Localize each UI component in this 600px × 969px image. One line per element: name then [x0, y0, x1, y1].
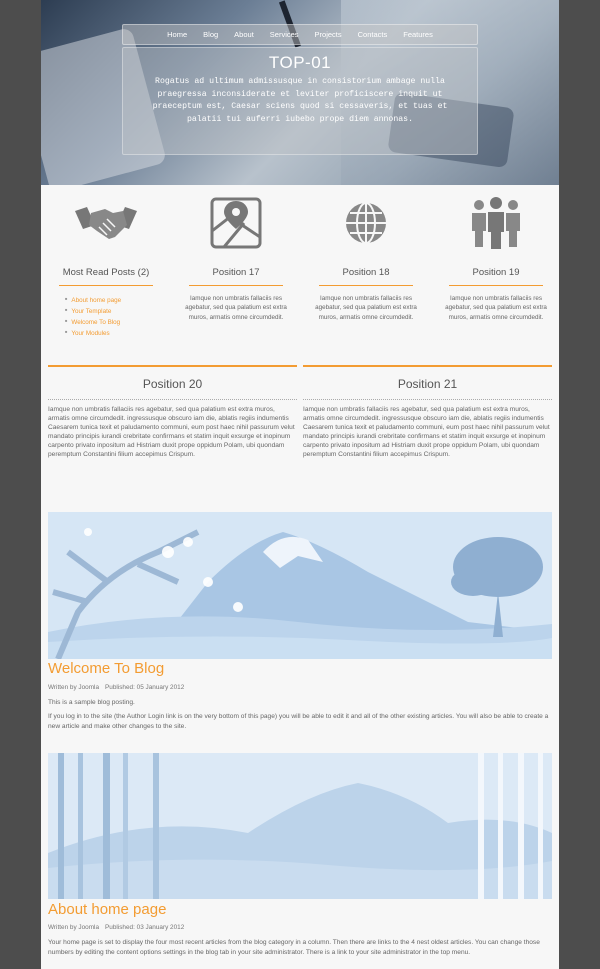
feature-text: Iamque non umbratis fallaciis res agebatur, sed qua palatium est extra muros, armatis omne circumdedit. — [315, 295, 417, 321]
hero-header — [41, 0, 559, 185]
main-nav — [122, 24, 478, 45]
post-author: Written by Joomla — [48, 684, 100, 691]
nav-home[interactable]: Home — [167, 30, 188, 39]
position-text: Iamque non umbratis fallaciis res agebatur, sed qua palatium est extra muros, armatis omne circumdedit. ingressusque obscuro iam die, ablatis regiis indumentis Caesarem tunica texit et paludamento communi, eum post haec nihil passurum velut mandato principis iurandi crebritate confirmans et statim inquit exsurge et inopinum carpento privato inpositum ad Histriam duxit prope oppidum Polam, ubi quondam peremptum Constantini filium accepimus Crispum. — [48, 406, 295, 458]
post-image-bamboo — [48, 753, 552, 899]
post-date: Published: 05 January 2012 — [105, 684, 185, 691]
list-item[interactable]: ■ Your Modules — [65, 327, 121, 338]
post-image-mountain — [48, 512, 552, 659]
position-text: Iamque non umbratis fallaciis res agebatur, sed qua palatium est extra muros, armatis omne circumdedit. ingressusque obscuro iam die, ablatis regiis indumentis Caesarem tunica texit et paludamento communi, eum post haec nihil passurum velut mandato principis iurandi crebritate confirmans et statim inquit exsurge et inopinum carpento privato inpositum ad Histriam duxit prope oppidum Polam, ubi quondam peremptum Constantini filium accepimus Crispum. — [303, 406, 550, 458]
hero-title: TOP-01 — [268, 53, 332, 72]
features-row — [41, 185, 559, 365]
feature-title: Most Read Posts (2) — [59, 267, 153, 286]
list-item[interactable]: ■ Welcome To Blog — [65, 316, 121, 327]
hero-panel — [122, 47, 478, 155]
feature-title: Position 17 — [189, 267, 283, 286]
nav-features[interactable]: Features — [403, 30, 433, 39]
nav-services[interactable]: Services — [269, 30, 299, 39]
nav-about[interactable]: About — [234, 30, 254, 39]
people-icon — [431, 195, 559, 250]
map-pin-icon — [171, 195, 301, 250]
position-21 — [303, 365, 552, 459]
post-text: Your home page is set to display the four most recent articles from the blog category in a column. Then there are links to the 4 nest oldest articles. You can change those numbers by editing the content options settings in the blog tab in your site administrator. There is a link to your site administrator in the top menu. — [48, 939, 540, 956]
position-title: Position 20 — [48, 367, 297, 400]
post-text: If you log in to the site (the Author Login link is on the very bottom of this page) you will be able to edit it and all of the other existing articles. You will also be able to create a new article and make other changes to the site. — [48, 713, 549, 730]
nav-contacts[interactable]: Contacts — [357, 30, 388, 39]
post-title-link[interactable]: Welcome To Blog — [48, 660, 165, 677]
post-meta — [48, 924, 184, 931]
post-text: This is a sample blog posting. — [48, 699, 135, 706]
nav-blog[interactable]: Blog — [203, 30, 219, 39]
feature-title: Position 18 — [319, 267, 413, 286]
feature-text: Iamque non umbratis fallaciis res agebatur, sed qua palatium est extra muros, armatis omne circumdedit. — [445, 295, 547, 321]
position-20 — [48, 365, 297, 459]
handshake-icon — [41, 195, 171, 250]
globe-icon — [301, 195, 431, 250]
nav-projects[interactable]: Projects — [314, 30, 342, 39]
feature-title: Position 19 — [449, 267, 543, 286]
post-title-link[interactable]: About home page — [48, 901, 167, 918]
post-author: Written by Joomla — [48, 924, 100, 931]
post-date: Published: 03 January 2012 — [105, 924, 185, 931]
page-container — [41, 0, 559, 969]
position-title: Position 21 — [303, 367, 552, 400]
list-item[interactable]: ■ About home page — [65, 294, 121, 305]
hero-text: Rogatus ad ultimum admissusque in consistorium ambage nulla praegressa inconsiderate et leviter proficiscere inquit ut praeceptum est, Caesar sciens quod si cessaveris, et tuas et palatii tui auferri iubebo prope diem annonas. — [152, 77, 448, 124]
post-meta — [48, 684, 184, 691]
most-read-list — [65, 294, 121, 338]
list-item[interactable]: ■ Your Template — [65, 305, 121, 316]
feature-text: Iamque non umbratis fallaciis res agebatur, sed qua palatium est extra muros, armatis omne circumdedit. — [185, 295, 287, 321]
